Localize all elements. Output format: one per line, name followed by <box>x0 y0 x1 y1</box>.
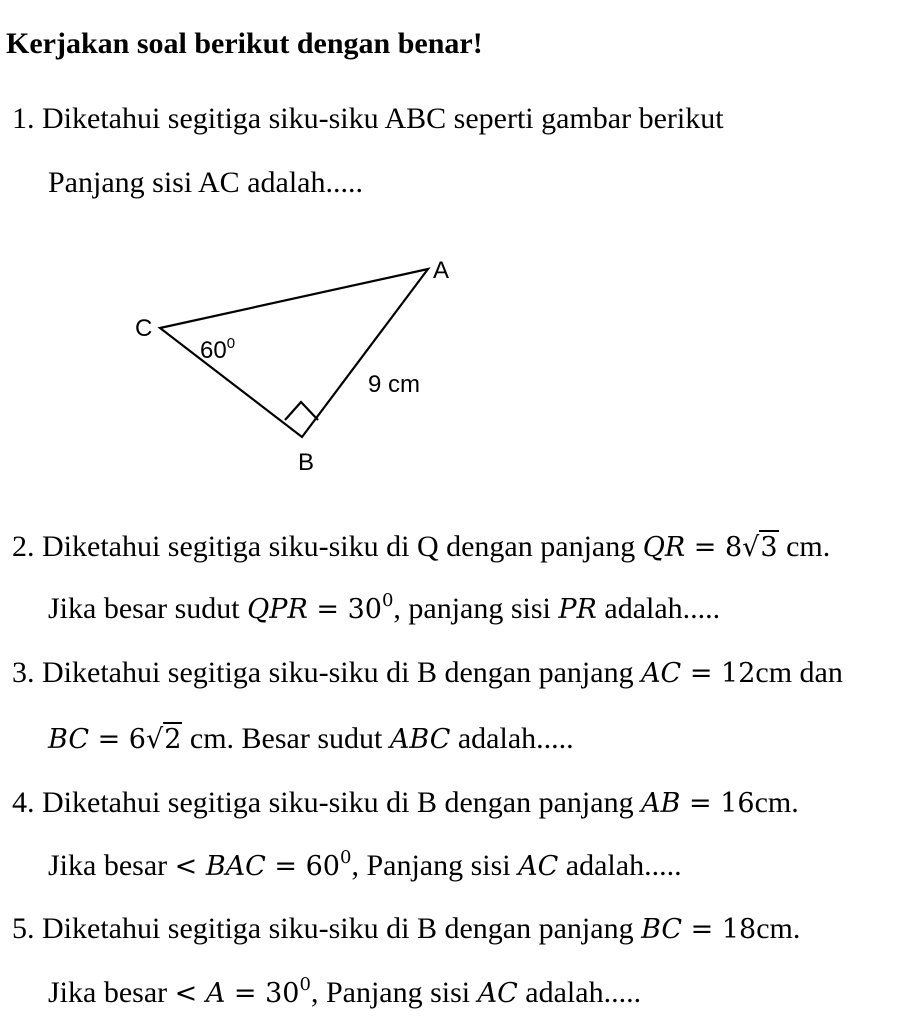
question-3-text: Diketahui segitiga siku-siku di B dengan panjang <box>42 656 642 689</box>
sqrt-radicand: 2 <box>164 724 182 755</box>
question-3-number: 3. <box>12 656 35 689</box>
question-2-line-2 <box>48 591 720 631</box>
question-4-text: Diketahui segitiga siku-siku di B dengan panjang <box>42 786 642 819</box>
question-4-end: adalah..... <box>558 849 682 882</box>
math-var: BC <box>48 724 90 755</box>
question-4-expression <box>641 788 755 819</box>
question-2-line-1 <box>12 529 830 566</box>
question-3-unit: cm dan <box>755 656 843 689</box>
sqrt-sign: √ <box>742 532 760 563</box>
question-3-mid: cm. Besar sudut <box>182 722 390 755</box>
question-4-line-2 <box>48 848 682 888</box>
math-var: BC <box>641 914 683 945</box>
angle-c-degree: 0 <box>226 335 236 352</box>
math-eq: = 60 <box>265 851 340 882</box>
question-4-number: 4. <box>12 786 35 819</box>
question-4-mid: , Panjang sisi <box>351 849 519 882</box>
question-2-expression <box>643 530 779 563</box>
question-4-unit: cm. <box>754 786 799 819</box>
math-var-2: AC <box>518 851 559 882</box>
vertex-a-label: A <box>433 257 450 284</box>
math-eq: = 6 <box>89 724 146 755</box>
angle-symbol: < <box>174 978 198 1009</box>
question-2-mid: , panjang sisi <box>393 592 559 625</box>
question-3-line-1 <box>12 655 843 692</box>
math-var-2: AC <box>477 978 518 1009</box>
question-4-angle-expression <box>174 847 352 882</box>
side-ab-length-label: 9 cm <box>368 371 421 398</box>
question-2-text-2: Jika besar sudut <box>48 592 248 625</box>
question-2-angle-expression <box>247 590 394 625</box>
sqrt-sign: √ <box>145 724 164 755</box>
question-3-expression-2 <box>48 722 182 755</box>
question-2-unit: cm. <box>778 530 831 563</box>
math-var: AC <box>641 658 682 689</box>
question-3-line-2 <box>48 721 574 758</box>
question-5-text-2: Jika besar <box>48 976 175 1009</box>
vertex-b-label: B <box>298 449 315 476</box>
degree-superscript: 0 <box>381 590 394 611</box>
question-2-end: adalah..... <box>596 592 721 625</box>
question-2-text: Diketahui segitiga siku-siku di Q dengan panjang <box>42 530 643 563</box>
math-var: A <box>197 978 226 1009</box>
page-heading: Kerjakan soal berikut dengan benar! <box>6 27 483 60</box>
math-eq: = 30 <box>225 978 300 1009</box>
question-2-number: 2. <box>12 530 35 563</box>
question-3-expression <box>641 658 755 689</box>
question-5-mid: , Panjang sisi <box>310 976 478 1009</box>
math-eq: = 18 <box>682 914 757 945</box>
question-5-number: 5. <box>12 912 35 945</box>
math-var-2: PR <box>558 594 597 625</box>
math-var: QPR <box>247 594 308 625</box>
question-5-text: Diketahui segitiga siku-siku di B dengan panjang <box>42 912 642 945</box>
sqrt-radicand: 3 <box>760 532 778 563</box>
question-5-angle-expression <box>174 974 311 1009</box>
question-5-end: adalah..... <box>517 976 642 1009</box>
math-eq: = 30 <box>307 594 382 625</box>
vertex-c-label: C <box>135 315 153 342</box>
triangle-abc-figure <box>0 230 520 490</box>
math-eq: = 12 <box>681 658 756 689</box>
angle-symbol: < <box>174 851 198 882</box>
question-1-text: Diketahui segitiga siku-siku ABC seperti gambar berikut <box>42 102 724 135</box>
math-eq: = 8 <box>685 532 743 563</box>
math-var: AB <box>641 788 681 819</box>
question-1-number: 1. <box>12 102 35 135</box>
question-4-line-1 <box>12 785 799 822</box>
question-5-unit: cm. <box>756 912 801 945</box>
question-1-line-1 <box>12 101 724 137</box>
question-5-expression <box>641 914 756 945</box>
angle-c-value: 60 <box>200 337 227 364</box>
math-var: QR <box>642 532 686 563</box>
question-1-line-2: Panjang sisi AC adalah..... <box>48 166 363 199</box>
question-3-end: adalah..... <box>450 722 574 755</box>
right-angle-marker <box>285 402 318 420</box>
math-eq: = 16 <box>680 788 755 819</box>
question-5-line-1 <box>12 911 800 948</box>
question-5-line-2 <box>48 975 641 1015</box>
degree-superscript: 0 <box>299 974 311 995</box>
degree-superscript: 0 <box>340 847 352 868</box>
math-var-2: ABC <box>389 724 451 755</box>
math-var: BAC <box>197 851 266 882</box>
angle-c-label <box>200 335 235 364</box>
question-4-text-2: Jika besar <box>48 849 175 882</box>
